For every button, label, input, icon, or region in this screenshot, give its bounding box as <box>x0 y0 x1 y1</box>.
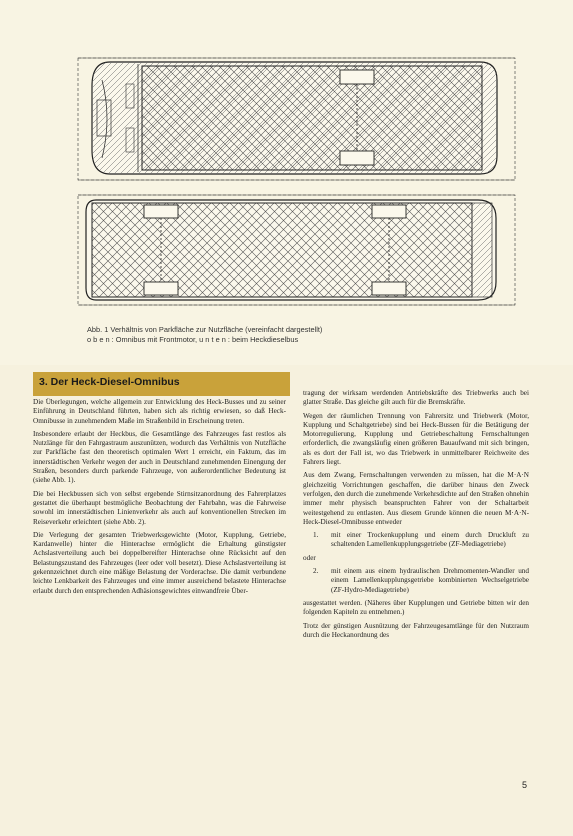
list-item-number: 1. <box>313 531 319 540</box>
figure-caption-line-2: o b e n : Omnibus mit Frontmotor, u n t e n : beim Heckdieselbus <box>87 335 299 344</box>
paragraph-oder: oder <box>303 553 316 562</box>
paragraph: Trotz der günstigen Ausnützung der Fahrzeugesamtlänge für den Nutzraum durch die Heckanordnung des <box>303 621 529 639</box>
paragraph: ausgestattet werden. (Näheres über Kupplungen und Getriebe bitten wir den folgenden Kapiteln zu entnehmen.) <box>303 598 529 617</box>
rear-diesel-bus-plan <box>78 195 515 305</box>
paragraph: Insbesondere erlaubt der Heckbus, die Gesamtlänge des Fahrzeuges fast restlos als Nutzlänge für den Fahrgastraum auszunützen, wodurch das Verhältnis von Nutzfläche zur Parkfläche fast den theoretisch optimalen Wert 1 erreicht, ein Faktum, das im innerstädtischen Verkehr wegen der auch in Deutschland zunehmenden Einengung der Straßen, besonders durch parkende Fahrzeuge, von außerordentlicher Bedeutung ist (siehe Abb. 1). <box>33 429 286 485</box>
front-engine-bus-plan <box>78 58 515 180</box>
paragraph: tragung der wirksam werdenden Antriebskräfte des Triebwerks auch bei glatter Straße. Das gleiche gilt auch für die Bremskräfte. <box>303 389 529 407</box>
paragraph: Wegen der räumlichen Trennung von Fahrersitz und Triebwerk (Motor, Kupplung und Schaltgetriebe) sind bei Heck-Bussen für die Betätigung der Motorregulierung, Kupplung und Getriebeschaltung Fernschaltungen erforderlich, die zwangsläufig einen größeren Bauaufwand mit sich bringen, als es dort der Fall ist, wo das Triebwerk in unmittelbarer Reichweite des Fahrers liegt. <box>303 411 529 467</box>
paragraph: Die Verlegung der gesamten Triebwerksgewichte (Motor, Kupplung, Getriebe, Kardanwelle) hinter die Hinterachse ermöglicht die Erhaltung günstigster Achslastverteilung auch bei doppelbereifter Hinterachse ohne Rücksicht auf den Belastungszustand des Fahrzeuges (leer oder voll besetzt). Diese Achslastverteilung ist gekennzeichnet durch eine mäßige Belastung der Vorderachse. Die damit verbundene leichte Lenkbarkeit des Fahrzeuges und eine immer ausreichend belastete Hinterachse erlaubt durch den entsprechenden Adhäsionsgewichtes einwandfreie Über- <box>33 530 286 595</box>
bus-floorplan-diagrams <box>0 0 573 365</box>
list-item <box>303 531 529 550</box>
figure-caption-line-1: Abb. 1 Verhältnis von Parkfläche zur Nutzfläche (vereinfacht dargestellt) <box>87 325 323 334</box>
paragraph: Die bei Heckbussen sich von selbst ergebende Stirnsitzanordnung des Fahrerplatzes gestattet die überhaupt bestmögliche Beobachtung der Fahrbahn, was die Fahrweise sowohl im innerstädtischen Linienverkehr als auch auf konventionellen Strecken im Reiseverkehr erleichtert (siehe Abb. 2). <box>33 489 286 526</box>
page-number: 5 <box>522 780 528 790</box>
paragraph: Die Überlegungen, welche allgemein zur Entwicklung des Heck-Busses und zu seiner Einführung in Deutschland führten, haben sich als richtig erwiesen, so daß Heck-Omnibusse in zunehmendem Maße im Straßenbild in Erscheinung treten. <box>33 398 286 425</box>
list-item-number: 2. <box>313 567 319 576</box>
left-text-column <box>33 398 286 600</box>
right-text-column <box>303 389 529 644</box>
figure-caption <box>87 325 527 345</box>
list-item-text: mit einem aus einem hydraulischen Drehmomenten-Wandler und einem Lamellenkupplungsgetriebe kombinierten Wechselgetriebe (ZF-Hydro-Mediagetriebe) <box>331 567 529 594</box>
paragraph: Aus dem Zwang, Fernschaltungen verwenden zu müssen, hat die M·A·N gleichzeitig Vorrichtungen geschaffen, die darüber hinaus den Zweck verfolgen, den durch die zunehmende Verkehrsdichte auf den Straßen ohnehin immer mehr physisch beanspruchten Fahrer von der Schaltarbeit weitestgehend zu entlasten. Aus diesem Grunde können die neuen M·A·N-Heck-Diesel-Omnibusse entweder <box>303 471 529 526</box>
list-item <box>303 567 529 595</box>
bus-parking-area-figure <box>0 0 573 365</box>
list-item-text: mit einer Trockenkupplung und einem durch Druckluft zu schaltenden Lamellenkupplungsgetriebe (ZF-Mediagetriebe) <box>331 531 529 549</box>
section-title: 3. Der Heck-Diesel-Omnibus <box>39 376 180 388</box>
